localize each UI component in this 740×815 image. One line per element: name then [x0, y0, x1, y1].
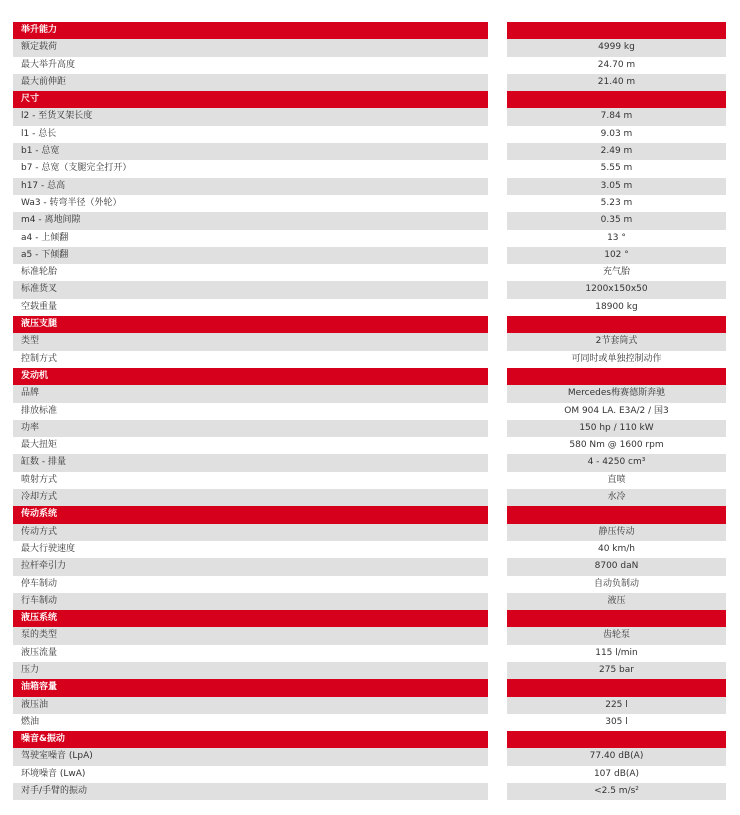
- spec-label: 泵的类型: [13, 627, 488, 644]
- spec-value: 齿轮泵: [507, 627, 726, 644]
- spec-value: 580 Nm @ 1600 rpm: [507, 437, 726, 454]
- spec-label: h17 - 总高: [13, 178, 488, 195]
- spec-value: 150 hp / 110 kW: [507, 420, 726, 437]
- spec-row: [13, 195, 726, 212]
- spec-label: 标准货叉: [13, 281, 488, 298]
- spec-row: [13, 230, 726, 247]
- column-gap: [488, 437, 507, 454]
- spec-label: a4 - 上倾翻: [13, 230, 488, 247]
- spec-row: [13, 576, 726, 593]
- spec-value: 77.40 dB(A): [507, 748, 726, 765]
- column-gap: [488, 731, 507, 748]
- column-gap: [488, 91, 507, 108]
- spec-value: OM 904 LA. E3A/2 / 国3: [507, 403, 726, 420]
- spec-row: [13, 472, 726, 489]
- section-header: [13, 316, 726, 333]
- column-gap: [488, 610, 507, 627]
- spec-value: 直喷: [507, 472, 726, 489]
- spec-row: [13, 645, 726, 662]
- spec-label: 传动方式: [13, 524, 488, 541]
- spec-value: 275 bar: [507, 662, 726, 679]
- spec-label: 缸数 - 排量: [13, 454, 488, 471]
- column-gap: [488, 281, 507, 298]
- column-gap: [488, 230, 507, 247]
- spec-label: 液压油: [13, 697, 488, 714]
- spec-label: 额定载荷: [13, 39, 488, 56]
- column-gap: [488, 576, 507, 593]
- section-header: [13, 22, 726, 39]
- spec-label: 最大行驶速度: [13, 541, 488, 558]
- spec-label: b7 - 总宽（支腿完全打开）: [13, 160, 488, 177]
- spec-label: 液压流量: [13, 645, 488, 662]
- spec-value: 1200x150x50: [507, 281, 726, 298]
- column-gap: [488, 593, 507, 610]
- spec-label: 标准轮胎: [13, 264, 488, 281]
- spec-label: 空载重量: [13, 299, 488, 316]
- spec-value: 305 l: [507, 714, 726, 731]
- spec-label: 排放标准: [13, 403, 488, 420]
- column-gap: [488, 22, 507, 39]
- column-gap: [488, 368, 507, 385]
- column-gap: [488, 351, 507, 368]
- spec-label: 最大扭矩: [13, 437, 488, 454]
- section-header-value-cell: [507, 506, 726, 523]
- section-header-value-cell: [507, 22, 726, 39]
- section-header-value-cell: [507, 91, 726, 108]
- section-title: 油箱容量: [13, 679, 488, 696]
- section-header: [13, 679, 726, 696]
- spec-label: 行车制动: [13, 593, 488, 610]
- spec-row: [13, 385, 726, 402]
- spec-label: 压力: [13, 662, 488, 679]
- column-gap: [488, 178, 507, 195]
- spec-label: 功率: [13, 420, 488, 437]
- section-title: 液压支腿: [13, 316, 488, 333]
- spec-label: l2 - 至货叉架长度: [13, 108, 488, 125]
- spec-value: 5.23 m: [507, 195, 726, 212]
- spec-value: 3.05 m: [507, 178, 726, 195]
- column-gap: [488, 783, 507, 800]
- section-header-value-cell: [507, 368, 726, 385]
- spec-label: 燃油: [13, 714, 488, 731]
- spec-value: 7.84 m: [507, 108, 726, 125]
- section-header: [13, 731, 726, 748]
- spec-value: 水冷: [507, 489, 726, 506]
- section-header-value-cell: [507, 679, 726, 696]
- spec-row: [13, 247, 726, 264]
- spec-value: 8700 daN: [507, 558, 726, 575]
- spec-row: [13, 454, 726, 471]
- spec-table: [13, 22, 726, 800]
- spec-value: 2节套筒式: [507, 333, 726, 350]
- column-gap: [488, 679, 507, 696]
- column-gap: [488, 195, 507, 212]
- spec-label: l1 - 总长: [13, 126, 488, 143]
- spec-row: [13, 420, 726, 437]
- spec-value: <2.5 m/s²: [507, 783, 726, 800]
- column-gap: [488, 524, 507, 541]
- spec-label: 品牌: [13, 385, 488, 402]
- spec-label: 拉杆牵引力: [13, 558, 488, 575]
- spec-label: 驾驶室噪音 (LpA): [13, 748, 488, 765]
- column-gap: [488, 57, 507, 74]
- spec-value: Mercedes梅赛德斯奔驰: [507, 385, 726, 402]
- spec-value: 可同时或单独控制动作: [507, 351, 726, 368]
- spec-value: 2.49 m: [507, 143, 726, 160]
- spec-row: [13, 126, 726, 143]
- spec-value: 40 km/h: [507, 541, 726, 558]
- spec-row: [13, 57, 726, 74]
- column-gap: [488, 403, 507, 420]
- column-gap: [488, 454, 507, 471]
- column-gap: [488, 558, 507, 575]
- column-gap: [488, 627, 507, 644]
- spec-row: [13, 143, 726, 160]
- spec-value: 5.55 m: [507, 160, 726, 177]
- spec-row: [13, 489, 726, 506]
- spec-row: [13, 281, 726, 298]
- spec-value: 102 °: [507, 247, 726, 264]
- section-header: [13, 506, 726, 523]
- spec-value: 自动负制动: [507, 576, 726, 593]
- spec-row: [13, 714, 726, 731]
- section-header: [13, 368, 726, 385]
- spec-row: [13, 627, 726, 644]
- spec-row: [13, 212, 726, 229]
- spec-row: [13, 178, 726, 195]
- column-gap: [488, 714, 507, 731]
- spec-row: [13, 541, 726, 558]
- spec-row: [13, 783, 726, 800]
- spec-label: m4 - 离地间隙: [13, 212, 488, 229]
- section-title: 发动机: [13, 368, 488, 385]
- spec-row: [13, 108, 726, 125]
- column-gap: [488, 489, 507, 506]
- spec-row: [13, 299, 726, 316]
- spec-row: [13, 39, 726, 56]
- spec-value: 4999 kg: [507, 39, 726, 56]
- spec-label: 冷却方式: [13, 489, 488, 506]
- column-gap: [488, 126, 507, 143]
- section-header: [13, 610, 726, 627]
- section-header-value-cell: [507, 731, 726, 748]
- spec-row: [13, 403, 726, 420]
- spec-row: [13, 662, 726, 679]
- spec-value: 21.40 m: [507, 74, 726, 91]
- spec-value: 0.35 m: [507, 212, 726, 229]
- spec-row: [13, 748, 726, 765]
- section-title: 噪音&振动: [13, 731, 488, 748]
- spec-row: [13, 264, 726, 281]
- spec-label: b1 - 总宽: [13, 143, 488, 160]
- spec-value: 静压传动: [507, 524, 726, 541]
- spec-value: 115 l/min: [507, 645, 726, 662]
- spec-row: [13, 333, 726, 350]
- section-title: 传动系统: [13, 506, 488, 523]
- spec-label: 最大举升高度: [13, 57, 488, 74]
- column-gap: [488, 299, 507, 316]
- section-title: 尺寸: [13, 91, 488, 108]
- spec-row: [13, 558, 726, 575]
- section-header: [13, 91, 726, 108]
- spec-value: 充气胎: [507, 264, 726, 281]
- spec-value: 9.03 m: [507, 126, 726, 143]
- spec-value: 225 l: [507, 697, 726, 714]
- spec-label: a5 - 下倾翻: [13, 247, 488, 264]
- column-gap: [488, 316, 507, 333]
- spec-row: [13, 766, 726, 783]
- spec-row: [13, 524, 726, 541]
- spec-value: 18900 kg: [507, 299, 726, 316]
- column-gap: [488, 420, 507, 437]
- spec-label: 最大前伸距: [13, 74, 488, 91]
- column-gap: [488, 212, 507, 229]
- column-gap: [488, 697, 507, 714]
- section-title: 液压系统: [13, 610, 488, 627]
- column-gap: [488, 160, 507, 177]
- column-gap: [488, 143, 507, 160]
- column-gap: [488, 39, 507, 56]
- spec-row: [13, 160, 726, 177]
- column-gap: [488, 506, 507, 523]
- column-gap: [488, 472, 507, 489]
- spec-value: 24.70 m: [507, 57, 726, 74]
- column-gap: [488, 74, 507, 91]
- spec-row: [13, 593, 726, 610]
- column-gap: [488, 748, 507, 765]
- column-gap: [488, 333, 507, 350]
- column-gap: [488, 662, 507, 679]
- spec-row: [13, 351, 726, 368]
- spec-value: 液压: [507, 593, 726, 610]
- column-gap: [488, 645, 507, 662]
- spec-label: 环境噪音 (LwA): [13, 766, 488, 783]
- spec-value: 107 dB(A): [507, 766, 726, 783]
- column-gap: [488, 385, 507, 402]
- spec-label: 对手/手臂的振动: [13, 783, 488, 800]
- spec-label: Wa3 - 转弯半径（外轮）: [13, 195, 488, 212]
- spec-label: 类型: [13, 333, 488, 350]
- column-gap: [488, 108, 507, 125]
- section-header-value-cell: [507, 610, 726, 627]
- column-gap: [488, 247, 507, 264]
- spec-label: 停车制动: [13, 576, 488, 593]
- spec-row: [13, 697, 726, 714]
- spec-value: 4 - 4250 cm³: [507, 454, 726, 471]
- spec-row: [13, 437, 726, 454]
- column-gap: [488, 264, 507, 281]
- spec-row: [13, 74, 726, 91]
- spec-label: 喷射方式: [13, 472, 488, 489]
- column-gap: [488, 541, 507, 558]
- spec-label: 控制方式: [13, 351, 488, 368]
- section-header-value-cell: [507, 316, 726, 333]
- section-title: 举升能力: [13, 22, 488, 39]
- spec-value: 13 °: [507, 230, 726, 247]
- column-gap: [488, 766, 507, 783]
